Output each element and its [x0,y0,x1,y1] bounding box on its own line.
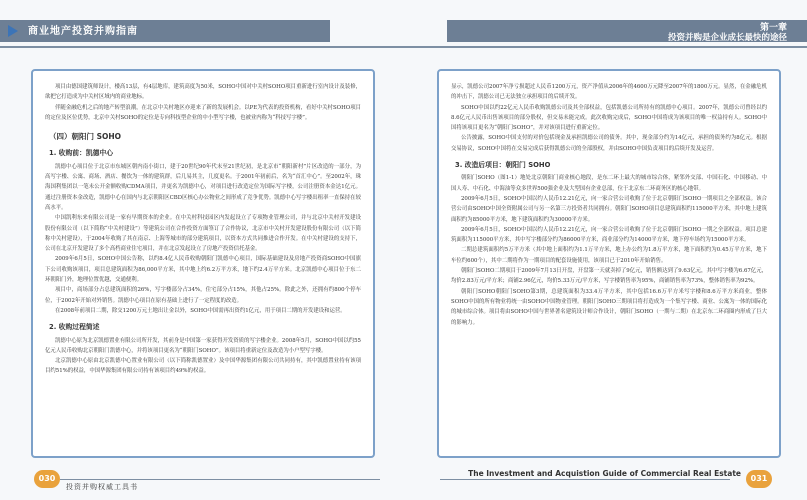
subsection-3-title: 3. 改造后项目：朝阳门 SOHO [455,161,551,170]
intro-paragraph-2: 伴随金融危机之后的地产转型浪潮，在北京中关村地区亦迎来了新的发展机会。以PE为代表的投资机构，看好中关村SOHO项目的定位及区位优势，北京中关村SOHO的定位是专向科技型企业的中小型写字楼，也被业内称为“科技写字楼”。 [45,104,361,121]
left-page-frame [31,69,375,458]
paragraph: 凯德中心项目位于北京市东城区朝内南小街口，建于20世纪90年代末至21世纪初，是北京市“朝阳新村”片区改造的一部分，为高写字楼、公寓、商场、酒店、餐饮为一体的建筑群，后几易其主，几度更名。于2001年初前后，名为“首汇中心”。至2002年，珠海国利集团以一笔未公开金额收购CDMA项目，并更名为凯德中心，对项目进行改造定位为国际写字楼，公司注册资本金达1亿元。通过注册资本金改造，凯德中心在国内与北京朝阳区CBD区核心办公物业之间形成了竞争优势。凯德中心写字楼出租率一直保持在较高水平。 [45,163,361,211]
left-page-content [45,82,361,377]
paragraph: 2009年6月5日，SOHO中国以约人民币12.21亿元，向一家合营公司收购了位于北京朝阳门SOHO一期之全部权益。项目总建筑面积为115000平方米，其中写字楼部分约为86000平方米，商业部分约为14000平方米，地下停车场约为15000平方米。 [451,226,767,244]
right-page-frame [437,69,781,458]
series-title: 投资并购权威工具书 [66,483,138,491]
paragraph: 北京凯德中心原由北京凯德中心置业有限公司（以下简称凯德置业）及中国华源集团有限公司共同持有，其中凯德置业持有该项目约51%的权益，中国华源集团有限公司持有该项目约49%的权益。 [45,358,361,375]
chapter-number: 第一章 [759,23,787,33]
english-book-title: The Investment and Acquistion Guide of Commercial Real Estate [468,469,741,478]
paragraph: 中国凯利东来有限公司是一家有早期资本的企业。在中关村科技园区内发起设立了专项物业管理公司，并与北京中关村开发建设股份有限公司（以下简称“中关村建设”）等建筑公司在合作投资方面签订了合作协议，北京市中关村开发建设股份有限公司（以下简称中关村建设），于2004年收购了其在南京、上海等城市的部分建筑项目，以资本方式共同推进合作开发。在中关村建设的支持下，公司在北京开发建设了多个高档商业住宅项目，并在北京发起设立了房地产投资信托基金。 [45,215,361,253]
right-page-number: 031 [746,470,772,488]
footer-divider-left [60,479,380,480]
right-page-content [451,82,767,328]
page-header [0,0,807,70]
footer-divider-right [440,479,730,480]
paragraph: 2009年6月5日，SOHO中国公告称，以约8.4亿人民币收购朝阳门凯德中心项目，国际基础建设及房地产投资商SOHO中国旗下公司收购该项目，项目总建筑面积为86,000平方米，其中地上约6.2万平方米，地下约2.4万平方米。北京凯德中心项目位于东二环朝阳门外，地理位置优越，交通便利。 [45,256,361,284]
subsection-1-title: 1. 收购前：凯德中心 [49,149,114,158]
intro-paragraph: 项目由德国建筑师设计，楼高13层，有4层地库，建筑高度为50米，SOHO中国对中关村SOHO项目重新进行室内设计及装修，欲把它打造成为中关村区域内的商业地标。 [45,84,361,101]
paragraph: 显示，凯德公司2007年净亏损超过人民币1200万元，资产净值从2006年的4600万元降至2007年的1800万元。显然，在金融危机的冲击下，凯德公司已无法独立承担项目的后续开发。 [451,84,767,101]
paragraph: 朝阳门SOHO二期项目于2009年7月13日开盘，开盘第一天就卖掉了9亿元，销售额达到了9.63亿元，其中写字楼为6.67亿元，均价2.83万元/平方米；商铺2.96亿元，均价5.33万元/平方米，写字楼销售率为95%，商铺销售率为73%，整体销售率为92%。 [451,268,767,285]
left-page-number: 030 [34,470,60,488]
chapter-title: 投资并购是企业成长最快的途径 [667,33,787,43]
paragraph: 朝阳门SOHO（图1-1）地处北京朝阳门商业核心地段，是东二环上最大的城市综合体，紧邻外交部、中国石化、中国移动、中国人寿、中石化、中海油等众多世界500强企业及大型国有企业总部，位于北京东二环商务区的核心地带。 [451,175,767,192]
paragraph: 朝阳门SOHO朝阳门SOHO第3期，总建筑面积为33.4万平方米，其中包括16.6万平方米写字楼和8.6万平方米商业，整体SOHO中国的所有物业将统一由SOHO中国物业管理。朝阳门SOHO三期项目将打造成为一个集写字楼、商业、公寓为一体的国际化的城市综合体。项目将由SOHO中国与世界著名建筑设计师合作设计，朝阳门SOHO（一期与二期）在北京东二环商圈内形成了巨大的影响力。 [451,288,767,326]
section-title: （四）朝阳门 SOHO [49,132,122,142]
header-divider [0,46,807,48]
paragraph: 二期总建筑面积约5万平方米（其中地上面积约为1.1万平方米，地上办公约为1.8万平方米，地下面积约为0.45万平方米，地下车位约600个），其中二期将作为一期项目的配套设施使用，该项目已于2010年开始销售。 [451,247,767,264]
triangle-arrow-icon [8,25,18,37]
paragraph: 项目中，商场部分占总建筑面积的26%，写字楼部分占34%，住宅部分占15%，其他占25%。除此之外，还拥有约800个停车位，于2002年开始对外销售。凯德中心项目在原有基础上进行了一定程度的改造。 [45,287,361,304]
paragraph: 公告披露，SOHO中国支付的对价包括现金及承担凯德公司的债务。其中，现金部分约为14亿元，承担的债务约为8亿元。根据交易协议，SOHO中国将在交易完成后获得凯德公司的全部股权，并由SOHO中国负责项目的后续开发及运营。 [451,135,767,152]
book-title: 商业地产投资并购指南 [28,26,138,37]
paragraph: 2009年6月5日，SOHO中国以约人民币12.21亿元，向一家合营公司收购了位于北京朝阳门SOHO一期项目之全部权益。该合营公司由SOHO中国全资附属公司与另一名第三方投资者共同拥有。朝阳门SOHO项目总建筑面积约115000平方米，其中地上建筑面积约为85000平方米，地下建筑面积约为30000平方米。 [451,195,767,223]
paragraph: 凯德中心原为北京凯德置业有限公司所开发，其前身是中国第一家获得开发资质的写字楼企业。2008年5月，SOHO中国以约55亿元人民币收购北京朝阳门凯德中心，并将该项目更名为“朝阳门SOHO”。该项目将重新定位及改造为小户型写字楼。 [45,337,361,354]
subsection-2-title: 2. 收购过程简述 [49,323,100,332]
paragraph: SOHO中国以约22亿元人民币收购凯德公司及其全部权益，包括凯德公司所持有的凯德中心项目。2007年，凯德公司曾经以约8.6亿元人民币出售该项目的部分股权，但交易未能完成。此次收购完成后，SOHO中国将成为该项目的唯一权益持有人。SOHO中国将该项目更名为“朝阳门SOHO”，并对该项目进行重新定位。 [451,104,767,132]
page-footer [0,466,807,500]
paragraph: 在2008年前项目二期，除交1200万元土地出让金以外，SOHO中国需再出资约1亿元，用于项目二期的开发建设和运营。 [55,307,346,314]
